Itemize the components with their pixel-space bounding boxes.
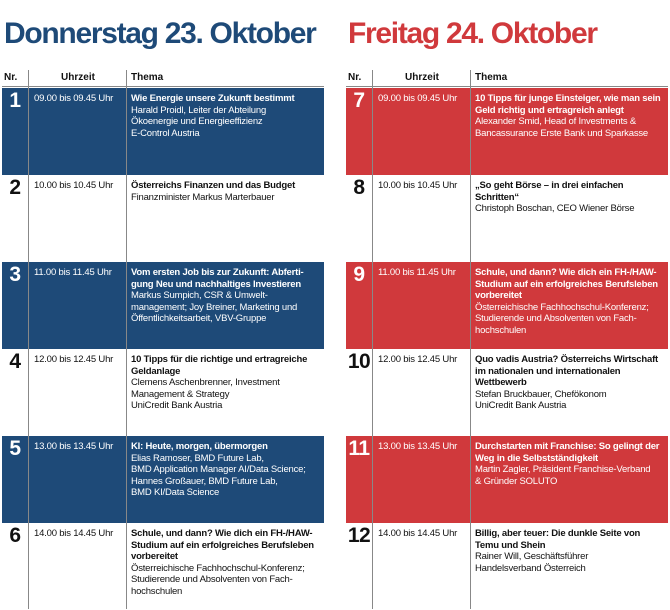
- session-speaker-line: UniCredit Bank Austria: [131, 400, 223, 411]
- session-speaker-line: Finanzminister Markus Marterbauer: [131, 191, 275, 203]
- session-time: 13.00 bis 13.45 Uhr: [378, 441, 458, 452]
- session-topic: [475, 93, 665, 139]
- session-number: 2: [9, 176, 21, 199]
- day-title: Freitag 24. Oktober: [348, 17, 597, 50]
- session-topic: [475, 528, 665, 574]
- session-topic: [475, 267, 665, 336]
- session-speaker-line: Clemens Aschenbrenner, Investment: [131, 377, 280, 388]
- session-number: 8: [353, 176, 365, 199]
- session-title: Schule, und dann? Wie dich ein FH-/HAW-Studium auf ein erfolgreiches Berufsleben vorbereitet: [475, 267, 658, 301]
- session-time: 12.00 bis 12.45 Uhr: [34, 354, 114, 365]
- session-title: 10 Tipps für die richtige und ertragreiche Geldanlage: [131, 354, 308, 377]
- session-number: 12: [347, 524, 371, 547]
- session-title: 10 Tipps für junge Einsteiger, wie man sein Geld richtig und ertragreich anlegt: [475, 93, 661, 116]
- session-speaker-line: Christoph Boschan, CEO Wiener Börse: [475, 203, 635, 214]
- session-speaker-line: Ökoenergie und Energieeffizienz: [131, 116, 263, 127]
- session-row: [2, 349, 324, 436]
- session-speaker-line: Bancassurance Erste Bank und Sparkasse: [475, 127, 649, 139]
- session-row: [2, 175, 324, 262]
- session-row: [346, 349, 668, 436]
- session-speaker-line: Öffentlichkeitsarbeit, VBV-Gruppe: [131, 313, 267, 324]
- header-nr: Nr.: [4, 72, 18, 83]
- header-nr: Nr.: [348, 72, 362, 83]
- table-header: [2, 70, 324, 87]
- session-title: Quo vadis Austria? Österreichs Wirtschaft im nationalen und internationalen Wettbewerb: [475, 354, 658, 388]
- session-title: KI: Heute, morgen, übermorgen: [131, 441, 268, 452]
- session-title: Vom ersten Job bis zur Zukunft: Abferti-gung Neu und nachhaltiges Investieren: [131, 267, 304, 290]
- session-time: 09.00 bis 09.45 Uhr: [34, 93, 114, 104]
- session-number: 6: [9, 524, 21, 547]
- session-speaker-line: Studierende und Absolventen von Fach-: [475, 313, 637, 324]
- session-row: [2, 88, 324, 175]
- column-divider: [28, 70, 29, 609]
- session-row: [2, 262, 324, 349]
- session-speaker-line: Hannes Großauer, BMD Future Lab,: [131, 475, 278, 487]
- session-title: Österreichs Finanzen und das Budget: [131, 180, 296, 191]
- session-time: 11.00 bis 11.45 Uhr: [34, 267, 112, 278]
- session-title: Wie Energie unsere Zukunft bestimmt: [131, 93, 295, 104]
- session-speaker-line: Alexander Smid, Head of Investments &: [475, 116, 637, 127]
- header-topic: Thema: [475, 72, 508, 83]
- session-speaker-line: Stefan Bruckbauer, Chefökonom: [475, 388, 607, 400]
- header-time: Uhrzeit: [61, 72, 95, 83]
- column-divider: [126, 70, 127, 609]
- session-number: 7: [353, 89, 365, 112]
- session-speaker-line: & Gründer SOLUTO: [475, 475, 558, 487]
- session-topic: [131, 528, 321, 597]
- session-time: 10.00 bis 10.45 Uhr: [378, 180, 458, 191]
- session-speaker-line: Rainer Will, Geschäftsführer: [475, 551, 589, 562]
- session-time: 11.00 bis 11.45 Uhr: [378, 267, 456, 278]
- session-row: [346, 88, 668, 175]
- session-topic: [131, 267, 321, 325]
- session-topic: [475, 354, 665, 412]
- session-speaker-line: E-Control Austria: [131, 127, 200, 139]
- session-time: 13.00 bis 13.45 Uhr: [34, 441, 114, 452]
- session-topic: [131, 93, 321, 139]
- session-speaker-line: Elias Ramoser, BMD Future Lab,: [131, 452, 264, 464]
- session-speaker-line: BMD Application Manager AI/Data Science;: [131, 464, 306, 475]
- friday-schedule: [346, 0, 668, 609]
- session-speaker-line: Österreichische Fachhochschul-Konferenz;: [475, 301, 649, 313]
- session-time: 10.00 bis 10.45 Uhr: [34, 180, 114, 191]
- session-speaker-line: hochschulen: [131, 585, 183, 597]
- session-time: 14.00 bis 14.45 Uhr: [34, 528, 114, 539]
- session-time: 14.00 bis 14.45 Uhr: [378, 528, 458, 539]
- session-number: 4: [9, 350, 21, 373]
- session-number: 5: [9, 437, 21, 460]
- session-speaker-line: Harald Proidl, Leiter der Abteilung: [131, 104, 267, 116]
- day-title: Donnerstag 23. Oktober: [4, 17, 316, 50]
- thursday-schedule: [2, 0, 324, 609]
- session-number: 10: [347, 350, 371, 373]
- session-row: [346, 262, 668, 349]
- session-title: „So geht Börse – in drei einfachen Schritten“: [475, 180, 624, 203]
- session-time: 09.00 bis 09.45 Uhr: [378, 93, 458, 104]
- column-divider: [470, 70, 471, 609]
- session-speaker-line: Markus Sumpich, CSR & Umwelt-: [131, 290, 268, 301]
- session-speaker-line: Österreichische Fachhochschul-Konferenz;: [131, 562, 305, 574]
- session-row: [2, 523, 324, 610]
- session-title: Billig, aber teuer: Die dunkle Seite von Temu und Shein: [475, 528, 641, 551]
- header-topic: Thema: [131, 72, 164, 83]
- session-topic: [475, 441, 665, 487]
- session-speaker-line: Studierende und Absolventen von Fach-: [131, 574, 293, 585]
- session-speaker-line: Management & Strategy: [131, 388, 230, 400]
- session-row: [346, 523, 668, 610]
- session-row: [2, 436, 324, 523]
- column-divider: [372, 70, 373, 609]
- session-speaker-line: hochschulen: [475, 324, 527, 336]
- session-title: Durchstarten mit Franchise: So gelingt der Weg in die Selbstständigkeit: [475, 441, 660, 464]
- session-speaker-line: UniCredit Bank Austria: [475, 400, 567, 411]
- session-time: 12.00 bis 12.45 Uhr: [378, 354, 458, 365]
- session-topic: [131, 354, 321, 412]
- session-topic: [475, 180, 665, 215]
- session-number: 1: [9, 89, 21, 112]
- session-speaker-line: BMD KI/Data Science: [131, 487, 220, 498]
- session-title: Schule, und dann? Wie dich ein FH-/HAW-Studium auf ein erfolgreiches Berufsleben vorbereitet: [131, 528, 314, 562]
- table-header: [346, 70, 668, 87]
- session-speaker-line: management; Joy Breiner, Marketing und: [131, 301, 298, 313]
- session-topic: [131, 180, 321, 203]
- session-speaker-line: Martin Zagler, Präsident Franchise-Verband: [475, 464, 651, 475]
- session-row: [346, 436, 668, 523]
- header-time: Uhrzeit: [405, 72, 439, 83]
- session-number: 9: [353, 263, 365, 286]
- session-topic: [131, 441, 321, 499]
- session-number: 11: [348, 437, 370, 460]
- session-speaker-line: Handelsverband Österreich: [475, 562, 586, 574]
- session-number: 3: [9, 263, 21, 286]
- session-row: [346, 175, 668, 262]
